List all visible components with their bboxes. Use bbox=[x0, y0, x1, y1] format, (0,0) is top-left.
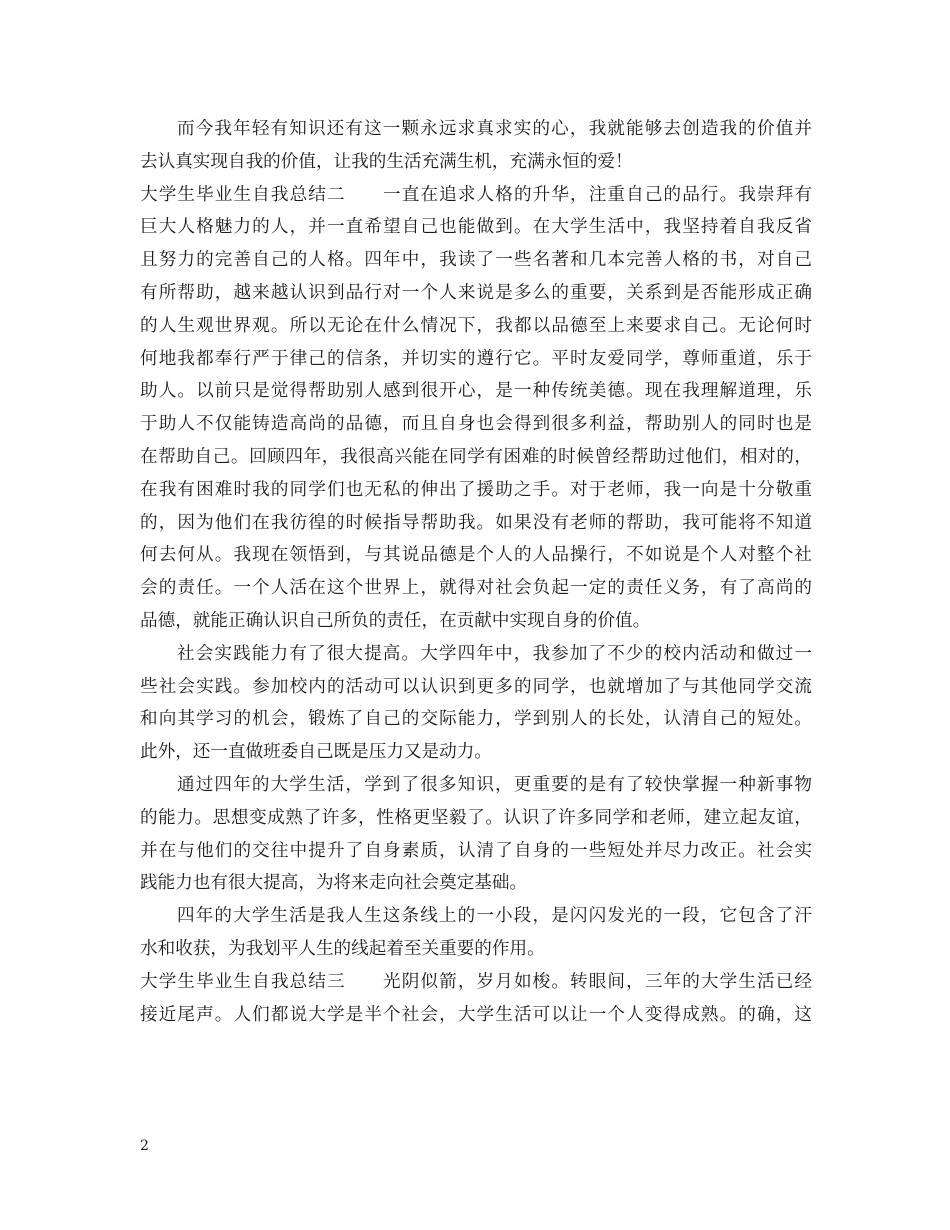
text-line: 水和收获，为我划平人生的线起着至关重要的作用。 bbox=[140, 938, 545, 959]
page-number: 2 bbox=[140, 1138, 149, 1154]
text-line: 些社会实践。参加校内的活动可以认识到更多的同学，也就增加了与其他同学交流 bbox=[140, 676, 812, 697]
text-line: 和向其学习的机会，锻炼了自己的交际能力，学到别人的长处，认清自己的短处。 bbox=[140, 709, 812, 730]
text-line: 何地我都奉行严于律己的信条，并切实的遵行它。平时友爱同学，尊师重道，乐于 bbox=[140, 348, 812, 369]
text-line: 的人生观世界观。所以无论在什么情况下，我都以品德至上来要求自己。无论何时 bbox=[140, 315, 812, 336]
text-line: 通过四年的大学生活，学到了很多知识，更重要的是有了较快掌握一种新事物 bbox=[177, 774, 812, 795]
text-line: 四年的大学生活是我人生这条线上的一小段，是闪闪发光的一段，它包含了汗 bbox=[177, 906, 812, 927]
text-line: 大学生毕业生自我总结二 一直在追求人格的升华，注重自己的品行。我崇拜有 bbox=[140, 184, 812, 205]
text-line: 且努力的完善自己的人格。四年中，我读了一些名著和几本完善人格的书，对自己 bbox=[140, 250, 812, 271]
text-line: 助人。以前只是觉得帮助别人感到很开心，是一种传统美德。现在我理解道理，乐 bbox=[140, 381, 812, 402]
text-line: 践能力也有很大提高，为将来走向社会奠定基础。 bbox=[140, 873, 528, 894]
text-line: 社会实践能力有了很大提高。大学四年中，我参加了不少的校内活动和做过一 bbox=[177, 643, 812, 664]
text-line: 何去何从。我现在领悟到，与其说品德是个人的人品操行，不如说是个人对整个社 bbox=[140, 545, 812, 566]
text-line: 会的责任。一个人活在这个世界上，就得对社会负起一定的责任义务，有了高尚的 bbox=[140, 578, 812, 599]
text-line: 在我有困难时我的同学们也无私的伸出了援助之手。对于老师，我一向是十分敬重 bbox=[140, 479, 812, 500]
text-line: 的，因为他们在我彷徨的时候指导帮助我。如果没有老师的帮助，我可能将不知道 bbox=[140, 512, 812, 533]
text-line: 大学生毕业生自我总结三 光阴似箭，岁月如梭。转眼间，三年的大学生活已经 bbox=[140, 971, 812, 992]
text-line: 巨大人格魅力的人，并一直希望自己也能做到。在大学生活中，我坚持着自我反省 bbox=[140, 217, 812, 238]
text-line: 此外，还一直做班委自己既是压力又是动力。 bbox=[140, 742, 492, 763]
text-line: 在帮助自己。回顾四年，我很高兴能在同学有困难的时候曾经帮助过他们，相对的， bbox=[140, 446, 812, 467]
text-line: 有所帮助，越来越认识到品行对一个人来说是多么的重要，关系到是否能形成正确 bbox=[140, 282, 812, 303]
text-line: 并在与他们的交往中提升了自身素质，认清了自身的一些短处并尽力改正。社会实 bbox=[140, 840, 812, 861]
text-line: 于助人不仅能铸造高尚的品德，而且自身也会得到很多利益，帮助别人的同时也是 bbox=[140, 414, 812, 435]
body-text bbox=[140, 113, 812, 1031]
text-line: 而今我年轻有知识还有这一颗永远求真求实的心，我就能够去创造我的价值并 bbox=[177, 119, 812, 139]
text-line: 品德，就能正确认识自己所负的责任，在贡献中实现自身的价值。 bbox=[140, 610, 651, 631]
text-line: 的能力。思想变成熟了许多，性格更坚毅了。认识了许多同学和老师，建立起友谊， bbox=[140, 807, 812, 828]
text-line: 去认真实现自我的价值，让我的生活充满生机，充满永恒的爱！ bbox=[140, 151, 633, 172]
text-line: 接近尾声。人们都说大学是半个社会，大学生活可以让一个人变得成熟。的确，这 bbox=[140, 1004, 812, 1025]
